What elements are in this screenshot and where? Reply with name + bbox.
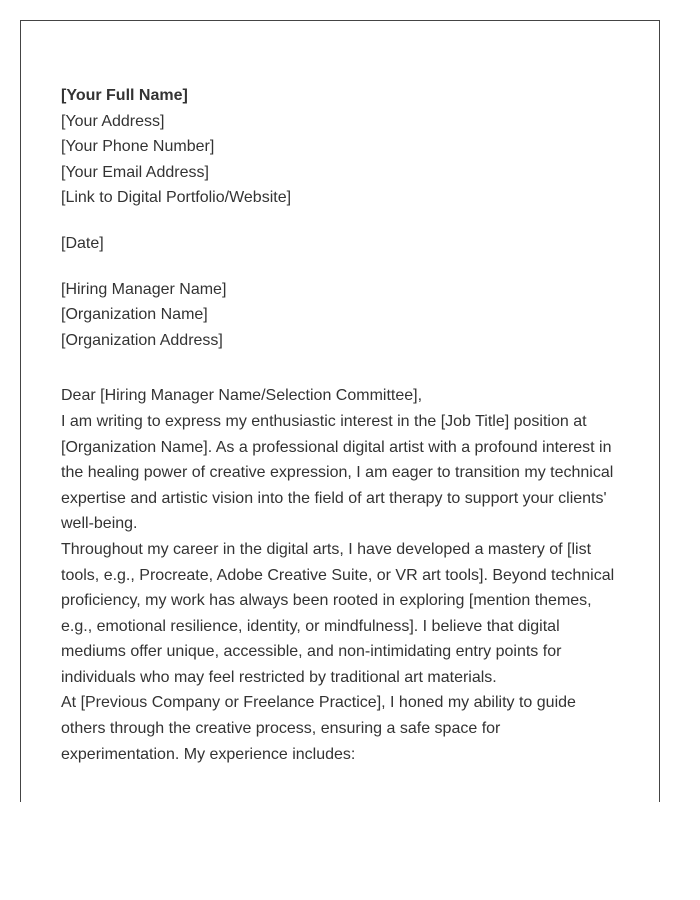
sender-block [61,83,621,211]
sender-portfolio: [Link to Digital Portfolio/Website] [61,189,292,207]
letter-content [61,83,621,767]
body-paragraph-1: I am writing to express my enthusiastic interest in the [Job Title] position at [Organization Name]. As a professional digital artist with a profound interest in the healing power of creative expression, I am eager to transition my technical expertise and artistic vision into the field of art therapy to support your clients' well-being. [61,412,614,533]
letter-date: [Date] [61,234,104,252]
date-block [61,231,621,257]
sender-phone: [Your Phone Number] [61,138,215,156]
recipient-manager: [Hiring Manager Name] [61,280,227,298]
body-paragraph-3: At [Previous Company or Freelance Practice], I honed my ability to guide others through the creative process, ensuring a safe space for experimentation. My experience includes: [61,694,576,763]
sender-address: [Your Address] [61,112,165,130]
salutation-block [61,383,621,409]
body-paragraph-2: Throughout my career in the digital arts, I have developed a mastery of [list tools, e.g., Procreate, Adobe Creative Suite, or VR art tools]. Beyond technical proficiency, my work has always been rooted in exploring [mention themes, e.g., emotional resilience, identity, or mindfulness]. I believe that digital mediums offer unique, accessible, and non-intimidating entry points for individuals who may feel restricted by traditional art materials. [61,540,615,686]
salutation: Dear [Hiring Manager Name/Selection Committee], [61,387,423,405]
sender-name: [Your Full Name] [61,87,188,104]
recipient-address: [Organization Address] [61,331,223,349]
recipient-block [61,277,621,354]
sender-email: [Your Email Address] [61,163,209,181]
letter-page [20,20,660,802]
recipient-organization: [Organization Name] [61,306,208,324]
